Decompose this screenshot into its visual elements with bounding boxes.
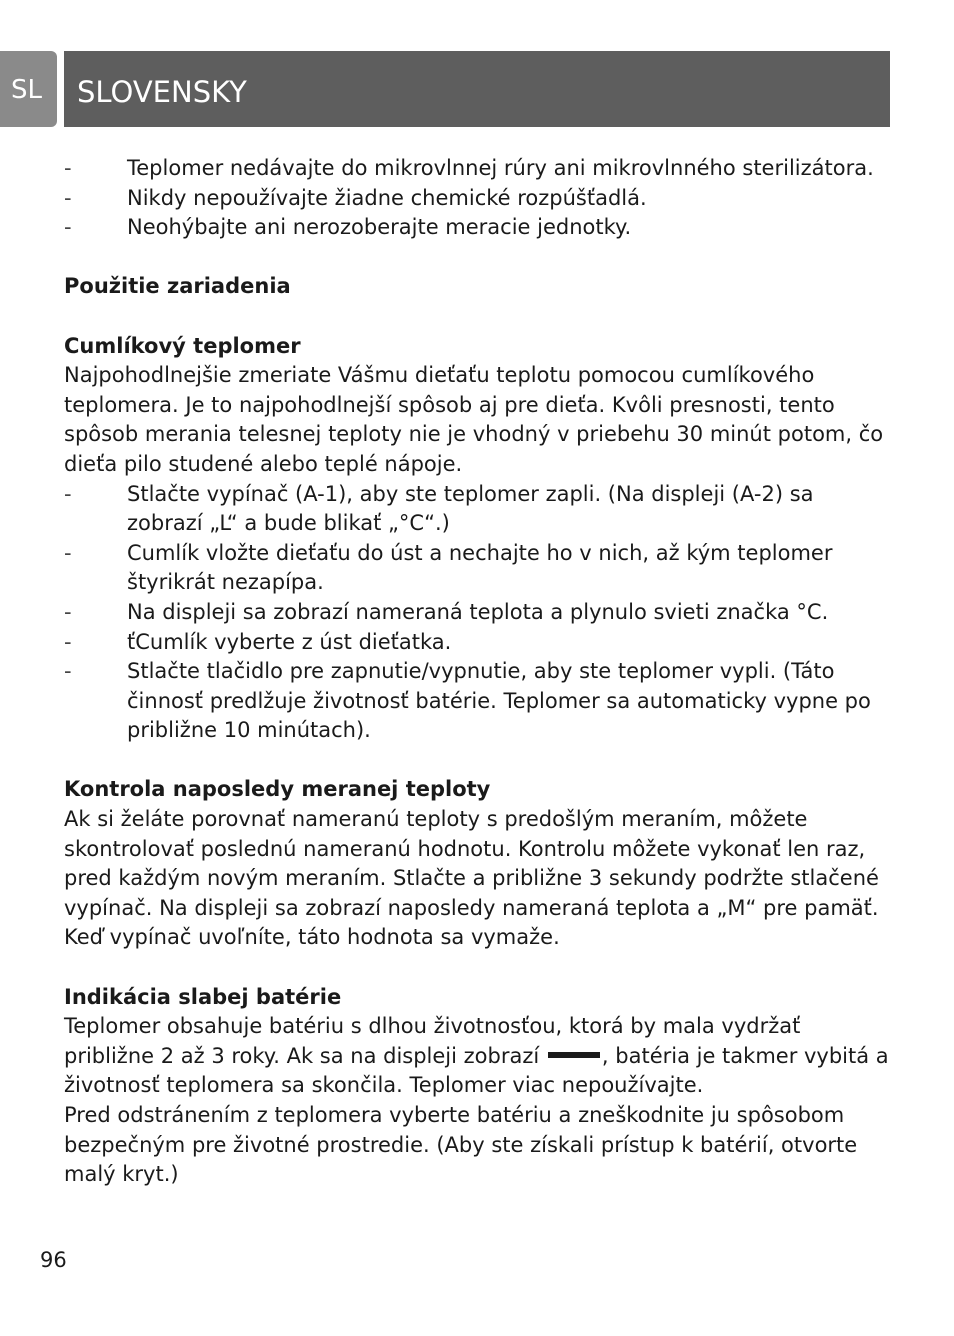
battery-text-after: , batéria je takmer vybitá a životnosť teplomera sa skončila. Teplomer viac nepoužívajte. xyxy=(64,1043,889,1098)
section-header xyxy=(64,51,890,127)
dash-bullet: - xyxy=(64,659,72,684)
pacifier-heading: Cumlíkový teplomer xyxy=(64,333,301,358)
list-item-text: Teplomer nedávajte do mikrovlnnej rúry ani mikrovlnného sterilizátora. xyxy=(127,156,874,180)
list-item-text: Stlačte tlačidlo pre zapnutie/vypnutie, aby ste teplomer vypli. (Táto činnosť predlžuje životnosť batérie. Teplomer sa automaticky vypne po približne 10 minútach). xyxy=(127,659,871,743)
page-content xyxy=(64,154,894,1190)
intro-warning-list xyxy=(64,154,894,243)
last-measurement-heading: Kontrola naposledy meranej teploty xyxy=(64,777,491,802)
list-item-text: Nikdy nepoužívajte žiadne chemické rozpúšťadlá. xyxy=(127,185,647,210)
spacer xyxy=(64,746,894,776)
spacer xyxy=(64,302,894,332)
battery-text-before: Teplomer obsahuje batériu s dlhou životnosťou, ktorá by mala vydržať približne 2 až 3 roky. Ak sa na displeji zobrazí xyxy=(64,1014,801,1068)
pacifier-paragraph: Najpohodlnejšie zmeriate Vášmu dieťaťu teplotu pomocou cumlíkového teplomera. Je to najpohodlnejší spôsob aj pre dieťa. Kvôli presnosti, tento spôsob merania telesnej teploty nie je vhodný v priebehu 30 minút potom, čo dieťa pilo studené alebo teplé nápoje. xyxy=(64,363,884,476)
dash-bullet: - xyxy=(64,215,72,240)
list-item xyxy=(64,213,894,243)
dash-bullet: - xyxy=(64,629,72,654)
page-number: 96 xyxy=(40,1248,67,1272)
list-item-text: Cumlík vložte dieťaťu do úst a nechajte ho v nich, až kým teplomer štyrikrát nezapípa. xyxy=(127,540,833,595)
list-item xyxy=(64,480,894,539)
dash-bullet: - xyxy=(64,156,72,180)
dash-bullet: - xyxy=(64,540,72,565)
last-measurement-paragraph: Ak si želáte porovnať nameranú teploty s predošlým meraním, môžete skontrolovať poslednú nameranú hodnotu. Kontrolu môžete vykonať len raz, pred každým novým meraním. Stlačte a približne 3 sekundy podržte stlačené vypínač. Na displeji sa zobrazí naposledy nameraná teplota a „M“ pre pamäť. Keď vypínač uvoľníte, táto hodnota sa vymaže. xyxy=(64,807,879,950)
low-battery-icon xyxy=(548,1052,600,1058)
battery-paragraph xyxy=(64,1012,894,1101)
language-tab xyxy=(0,51,57,127)
list-item-text: Neohýbajte ani nerozoberajte meracie jednotky. xyxy=(127,215,632,240)
section-title: SLOVENSKY xyxy=(77,75,247,109)
list-item xyxy=(64,628,894,658)
dash-bullet: - xyxy=(64,481,72,506)
list-item xyxy=(64,598,894,628)
list-item xyxy=(64,154,894,184)
battery-heading: Indikácia slabej batérie xyxy=(64,984,342,1009)
dash-bullet: - xyxy=(64,185,72,210)
list-item-text: Stlačte vypínač (A-1), aby ste teplomer zapli. (Na displeji (A-2) sa zobrazí „L“ a bude blikať „°C“.) xyxy=(127,481,814,536)
disposal-paragraph: Pred odstránením z teplomera vyberte batériu a zneškodnite ju spôsobom bezpečným pre životné prostredie. (Aby ste získali prístup k batérií, otvorte malý kryt.) xyxy=(64,1103,858,1187)
list-item xyxy=(64,657,894,746)
list-item xyxy=(64,539,894,598)
language-code: SL xyxy=(11,75,42,105)
pacifier-steps-list xyxy=(64,480,894,746)
list-item xyxy=(64,184,894,214)
spacer xyxy=(64,953,894,983)
usage-heading: Použitie zariadenia xyxy=(64,274,291,299)
dash-bullet: - xyxy=(64,599,72,624)
spacer xyxy=(64,243,894,273)
list-item-text: ťCumlík vyberte z úst dieťatka. xyxy=(127,629,452,654)
list-item-text: Na displeji sa zobrazí nameraná teplota a plynulo svieti značka °C. xyxy=(127,599,829,624)
